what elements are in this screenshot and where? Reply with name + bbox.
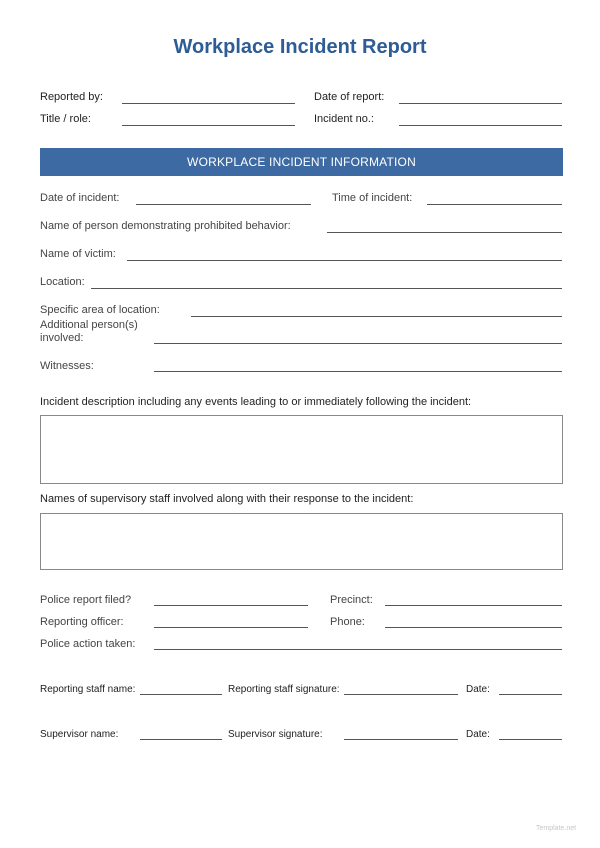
section-header: WORKPLACE INCIDENT INFORMATION <box>40 148 563 176</box>
victim-label: Name of victim: <box>40 248 116 260</box>
supervisor-name-field[interactable] <box>140 739 222 740</box>
reporting-officer-field[interactable] <box>154 627 308 628</box>
incident-description-label: Incident description including any events leading to or immediately following the incident: <box>40 396 472 408</box>
reporting-staff-signature-field[interactable] <box>344 694 458 695</box>
additional-persons-field[interactable] <box>154 343 562 344</box>
location-label: Location: <box>40 276 85 288</box>
title-role-field[interactable] <box>122 125 295 126</box>
reporting-staff-signature-label: Reporting staff signature: <box>228 684 340 695</box>
additional-persons-label-1: Additional person(s) <box>40 319 138 331</box>
time-of-incident-label: Time of incident: <box>332 192 413 204</box>
person-prohibited-field[interactable] <box>327 232 562 233</box>
police-action-field[interactable] <box>154 649 562 650</box>
additional-persons-label-2: involved: <box>40 332 84 344</box>
date-of-incident-label: Date of incident: <box>40 192 120 204</box>
police-report-filed-field[interactable] <box>154 605 308 606</box>
date-label-1: Date: <box>466 684 490 695</box>
supervisor-signature-label: Supervisor signature: <box>228 729 323 740</box>
watermark: Template.net <box>536 825 577 832</box>
supervisory-staff-label: Names of supervisory staff involved along with their response to the incident: <box>40 493 414 505</box>
witnesses-label: Witnesses: <box>40 360 94 372</box>
phone-field[interactable] <box>385 627 562 628</box>
title-role-label: Title / role: <box>40 113 91 125</box>
location-field[interactable] <box>91 288 562 289</box>
date-of-incident-field[interactable] <box>136 204 311 205</box>
date-field-2[interactable] <box>499 739 562 740</box>
witnesses-field[interactable] <box>154 371 562 372</box>
police-report-filed-label: Police report filed? <box>40 594 132 606</box>
precinct-label: Precinct: <box>330 594 373 606</box>
specific-area-field[interactable] <box>191 316 562 317</box>
specific-area-label: Specific area of location: <box>40 304 160 316</box>
police-action-label: Police action taken: <box>40 638 136 650</box>
incident-no-label: Incident no.: <box>314 113 374 125</box>
date-label-2: Date: <box>466 729 490 740</box>
person-prohibited-label: Name of person demonstrating prohibited behavior: <box>40 220 291 232</box>
precinct-field[interactable] <box>385 605 562 606</box>
reporting-staff-name-field[interactable] <box>140 694 222 695</box>
victim-field[interactable] <box>127 260 562 261</box>
phone-label: Phone: <box>330 616 365 628</box>
date-of-report-field[interactable] <box>399 103 562 104</box>
date-of-report-label: Date of report: <box>314 91 385 103</box>
reporting-staff-name-label: Reporting staff name: <box>40 684 136 695</box>
incident-description-box[interactable] <box>40 415 563 484</box>
reporting-officer-label: Reporting officer: <box>40 616 124 628</box>
supervisory-staff-box[interactable] <box>40 513 563 570</box>
supervisor-name-label: Supervisor name: <box>40 729 119 740</box>
reported-by-field[interactable] <box>122 103 295 104</box>
time-of-incident-field[interactable] <box>427 204 562 205</box>
supervisor-signature-field[interactable] <box>344 739 458 740</box>
incident-no-field[interactable] <box>399 125 562 126</box>
reported-by-label: Reported by: <box>40 91 103 103</box>
date-field-1[interactable] <box>499 694 562 695</box>
page-title: Workplace Incident Report <box>173 36 427 58</box>
